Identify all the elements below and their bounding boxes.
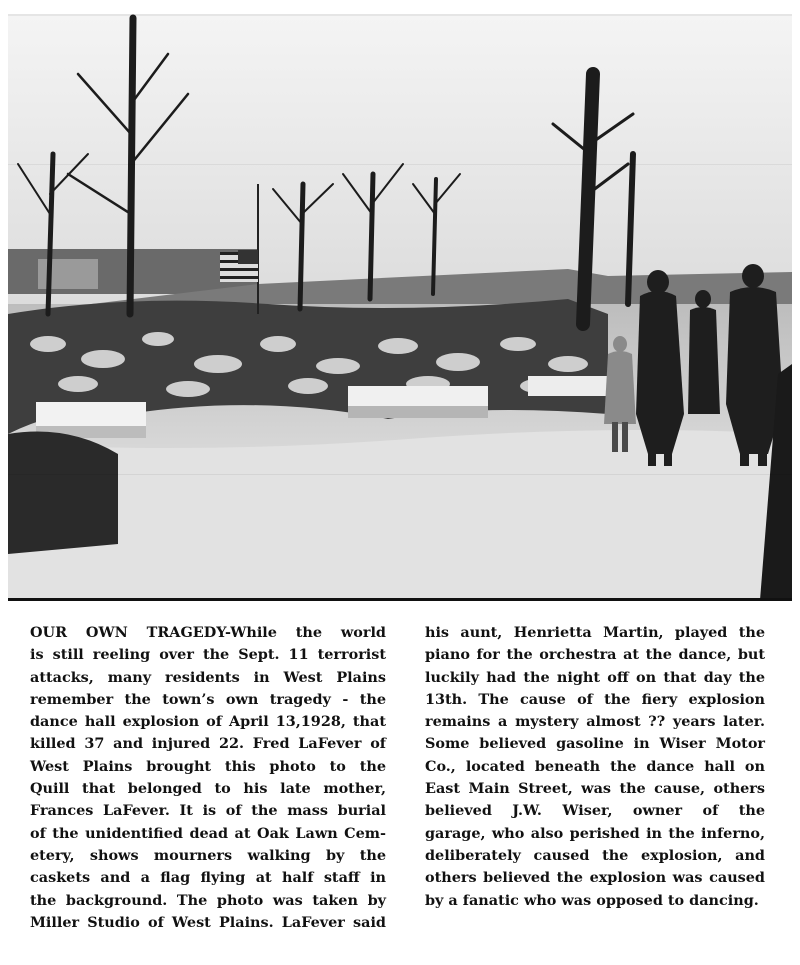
caption-line: dance hall explosion of April 13,1928, that <box>30 713 386 731</box>
caption-line: etery, shows mourners walking by the <box>30 846 386 864</box>
caption-line: Frances LaFever. It is of the mass burial <box>30 802 386 820</box>
caption-line: his aunt, Henrietta Martin, played the <box>425 624 765 641</box>
photo-illustration <box>8 14 792 600</box>
caption-line: remains a mystery almost ?? years later. <box>425 713 765 731</box>
caption-line: believed J.W. Wiser, owner of the <box>425 802 765 820</box>
caption-right-column <box>425 622 765 912</box>
caption-line: is still reeling over the Sept. 11 terrorist <box>30 646 386 664</box>
caption-line: by a fanatic who was opposed to dancing. <box>425 891 759 909</box>
caption-line: attacks, many residents in West Plains <box>30 668 386 686</box>
caption-line: luckily had the night off on that day the <box>425 668 765 686</box>
caption-line: of the unidentified dead at Oak Lawn Cem- <box>30 824 386 842</box>
caption-line: Some believed gasoline in Wiser Motor <box>425 735 765 753</box>
caption-line: caskets and a flag flying at half staff in <box>30 869 386 887</box>
photo-caption-divider <box>8 598 792 601</box>
caption-line: Miller Studio of West Plains. LaFever said <box>30 913 386 931</box>
caption-line: the background. The photo was taken by <box>30 891 386 909</box>
caption-line: West Plains brought this photo to the <box>30 757 386 775</box>
caption-line: East Main Street, was the cause, others <box>425 780 765 798</box>
caption-line: remember the town’s own tragedy - the <box>30 690 386 708</box>
mass-burial-photo <box>8 14 792 600</box>
caption-left-column <box>30 622 386 934</box>
caption-line: 13th. The cause of the fiery explosion <box>425 690 765 708</box>
caption-line: deliberately caused the explosion, and <box>425 846 765 864</box>
caption-line: OUR OWN TRAGEDY-While the world <box>30 624 386 641</box>
caption-line: Co., located beneath the dance hall on <box>425 757 765 775</box>
caption-line: garage, who also perished in the inferno, <box>425 824 765 842</box>
caption-line: others believed the explosion was caused <box>425 869 765 887</box>
caption-line: piano for the orchestra at the dance, but <box>425 646 765 664</box>
caption-line: Quill that belonged to his late mother, <box>30 780 386 798</box>
caption-line: killed 37 and injured 22. Fred LaFever of <box>30 735 386 753</box>
